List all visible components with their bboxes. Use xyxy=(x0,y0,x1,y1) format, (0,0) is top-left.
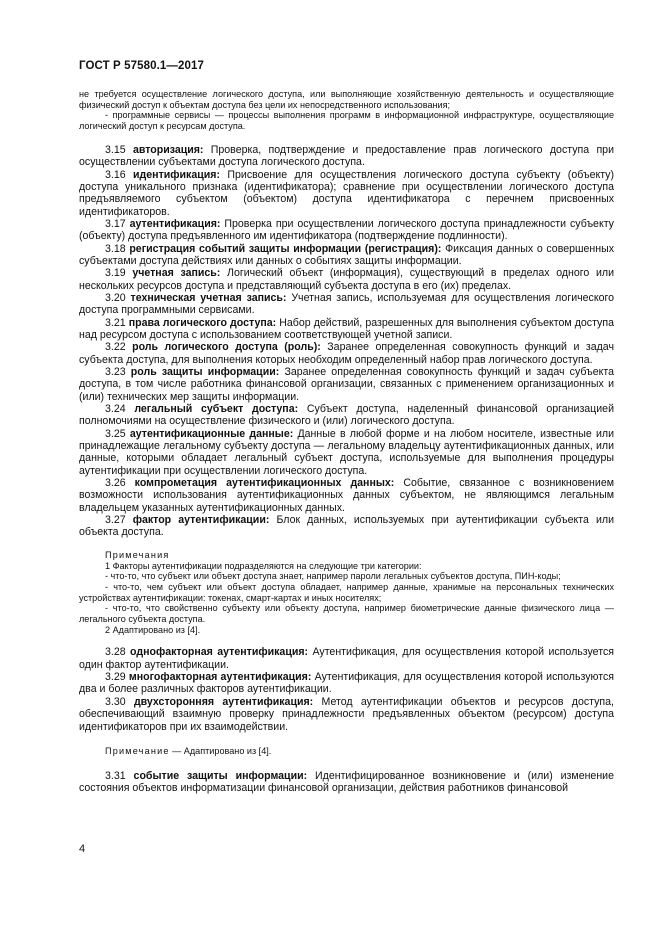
definition-number: 3.16 xyxy=(105,168,126,181)
definition-text: Набор действий, разрешенных для выполнения субъектом доступа над ресурсом доступа с использованием соответствующей учетной записи. xyxy=(79,316,614,341)
definition-item xyxy=(79,428,614,477)
definition-text: Заранее определенная совокупность функций и задач субъекта доступа, в том числе работника финансовой организации, связанных с применением организационных и (или) технических мер защиты информации. xyxy=(79,366,614,403)
note-line: 2 Адаптировано из [4]. xyxy=(105,624,201,635)
definition-text: Проверка, подтверждение и предоставление прав логического доступа при осуществлении субъектами доступа логического доступа. xyxy=(79,143,614,169)
definition-item xyxy=(79,243,614,268)
continuation-line: не требуется осуществление логического доступа, или выполняющие хозяйственную деятельность и осуществляющие физический доступ к объектам доступа без цели их непосредственного использования; xyxy=(79,89,614,110)
note-text: — Адаптировано из [4]. xyxy=(172,745,272,756)
definition-item xyxy=(79,477,614,514)
definition-term: техническая учетная запись: xyxy=(130,291,287,304)
definition-number: 3.28 xyxy=(105,646,126,659)
definition-item xyxy=(79,218,614,243)
definition-item xyxy=(79,671,614,696)
definition-number: 3.31 xyxy=(105,769,126,782)
page-number: 4 xyxy=(79,843,86,855)
definition-term: права логического доступа: xyxy=(128,316,277,329)
definition-term: многофакторная аутентификация: xyxy=(128,671,312,684)
definition-item xyxy=(79,317,614,342)
definition-text: Аутентификация, для осуществления которой используется один фактор аутентификации. xyxy=(79,646,614,671)
definition-number: 3.24 xyxy=(105,403,126,416)
definition-text: Аутентификация, для осуществления которой используются два и более различных факторов аутентификации. xyxy=(79,671,615,696)
note-line: - что-то, чем субъект или объект доступа обладает, например данные, хранимые на персональных технических устройствах аутентификации: токенах, смарт-картах и иных носителях; xyxy=(79,581,614,603)
definition-text: Учетная запись, используемая для осуществления логического доступа программными сервисами. xyxy=(79,291,614,317)
note-block xyxy=(79,746,614,757)
definition-term: аутентификационные данные: xyxy=(129,427,294,440)
note-line: - что-то, что субъект или объект доступа знает, например пароли легальных субъектов доступа, ПИН-коды; xyxy=(105,571,561,582)
definition-item xyxy=(79,514,614,539)
definition-term: роль логического доступа (роль): xyxy=(132,341,321,354)
definition-text: Заранее определенная совокупность функций и задач субъекта доступа, для выполнения которых необходим определенный набор прав логического доступа. xyxy=(79,341,614,366)
definition-number: 3.26 xyxy=(105,477,126,490)
definition-text: Метод аутентификации объектов и ресурсов доступа, обеспечивающий взаимную проверку принадлежности предъявленных объектом (ресурсом) доступа идентификаторов при их взаимодействии. xyxy=(79,695,614,733)
definition-term: событие защиты информации: xyxy=(133,769,308,782)
definitions-list xyxy=(79,144,614,539)
document-body xyxy=(79,89,614,794)
definition-term: фактор аутентификации: xyxy=(132,514,270,527)
note-label: Примечание xyxy=(105,745,170,756)
definitions-list xyxy=(79,646,614,732)
definition-term: регистрация событий защиты информации (регистрация): xyxy=(129,242,442,255)
definition-item xyxy=(79,341,614,366)
definitions-list xyxy=(79,770,614,795)
notes-heading: Примечания xyxy=(105,549,170,560)
definition-text: Присвоение для осуществления логического доступа субъекту (объекту) доступа уникального признака (идентификатора); сравнение при осуществлении логического доступа предъявляемого субъектом (объектом) доступа идентификатора с перечнем присвоенных идентификаторов. xyxy=(79,168,615,218)
definition-number: 3.20 xyxy=(105,291,126,304)
definition-number: 3.25 xyxy=(105,427,126,440)
note-line: 1 Факторы аутентификации подразделяются на следующие три категории: xyxy=(105,560,422,571)
note-line: - что-то, что свойственно субъекту или объекту доступа, например биометрические данные физического лица — легального субъекта доступа. xyxy=(79,603,614,625)
definition-item xyxy=(79,267,614,292)
definition-term: идентификация: xyxy=(133,168,220,181)
definition-term: двухсторонняя аутентификация: xyxy=(133,695,314,708)
definition-item xyxy=(79,366,614,403)
definition-number: 3.29 xyxy=(105,671,126,684)
definition-text: Фиксация данных о совершенных субъектами доступа действиях или данных о событиях защиты информации. xyxy=(79,242,614,267)
definition-number: 3.17 xyxy=(105,217,126,230)
definition-item xyxy=(79,696,614,733)
definition-term: аутентификация: xyxy=(129,217,221,230)
definition-text: Событие, связанное с возникновением возможности использования аутентификационных данных субъектом, не являющимся легальным владельцем указанных аутентификационных данных. xyxy=(79,477,615,514)
definition-term: учетная запись: xyxy=(132,267,221,280)
definition-item xyxy=(79,144,614,169)
definition-term: роль защиты информации: xyxy=(130,366,280,378)
definition-text: Проверка при осуществлении логического доступа принадлежности субъекту (объекту) доступа предъявленного им идентификатора (подтверждение подлинности). xyxy=(79,217,614,243)
definition-term: легальный субъект доступа: xyxy=(134,403,299,416)
definition-text: Данные в любой форме и на любом носителе, известные или принадлежащие легальному субъекту доступа — легальному владельцу аутентификационных данных, или данные, которыми обладает легальный субъект доступа, используемые для выполнения процедуры аутентификации при осуществлении логического доступа. xyxy=(79,427,614,477)
definition-item xyxy=(79,770,614,795)
definition-term: авторизация: xyxy=(132,143,204,156)
definition-term: компрометация аутентификационных данных: xyxy=(134,477,395,490)
definition-number: 3.27 xyxy=(105,514,126,527)
definition-number: 3.22 xyxy=(105,341,126,354)
definition-number: 3.30 xyxy=(105,695,126,708)
definition-number: 3.19 xyxy=(105,267,126,280)
definition-number: 3.18 xyxy=(105,242,126,255)
definition-number: 3.21 xyxy=(105,316,126,329)
definition-term: однофакторная аутентификация: xyxy=(130,646,309,659)
definition-item xyxy=(79,292,614,317)
definition-item xyxy=(79,169,614,218)
definition-item xyxy=(79,646,614,671)
notes-block xyxy=(79,550,614,636)
definition-number: 3.23 xyxy=(105,366,126,378)
continuation-line: - программные сервисы — процессы выполнения программ в информационной инфраструктуре, осуществляющие логический доступ к ресурсам доступа. xyxy=(79,110,614,132)
definition-text: Логический объект (информация), существующий в пределах одного или нескольких ресурсов доступа и представляющий субъекта доступа в его (их) пределах. xyxy=(79,267,614,292)
definition-number: 3.15 xyxy=(105,143,126,156)
definition-text: Блок данных, используемых при аутентификации субъекта или объекта доступа. xyxy=(79,514,614,539)
definition-text: Субъект доступа, наделенный финансовой организацией полномочиями на осуществление физического и (или) логического доступа. xyxy=(79,403,614,428)
definition-item xyxy=(79,403,614,428)
document-header: ГОСТ Р 57580.1—2017 xyxy=(79,60,204,72)
continuation-block xyxy=(79,89,614,132)
definition-text: Идентифицированное возникновение и (или) изменение состояния объектов информатизации финансовой организации, действия работников финансовой xyxy=(79,769,614,794)
